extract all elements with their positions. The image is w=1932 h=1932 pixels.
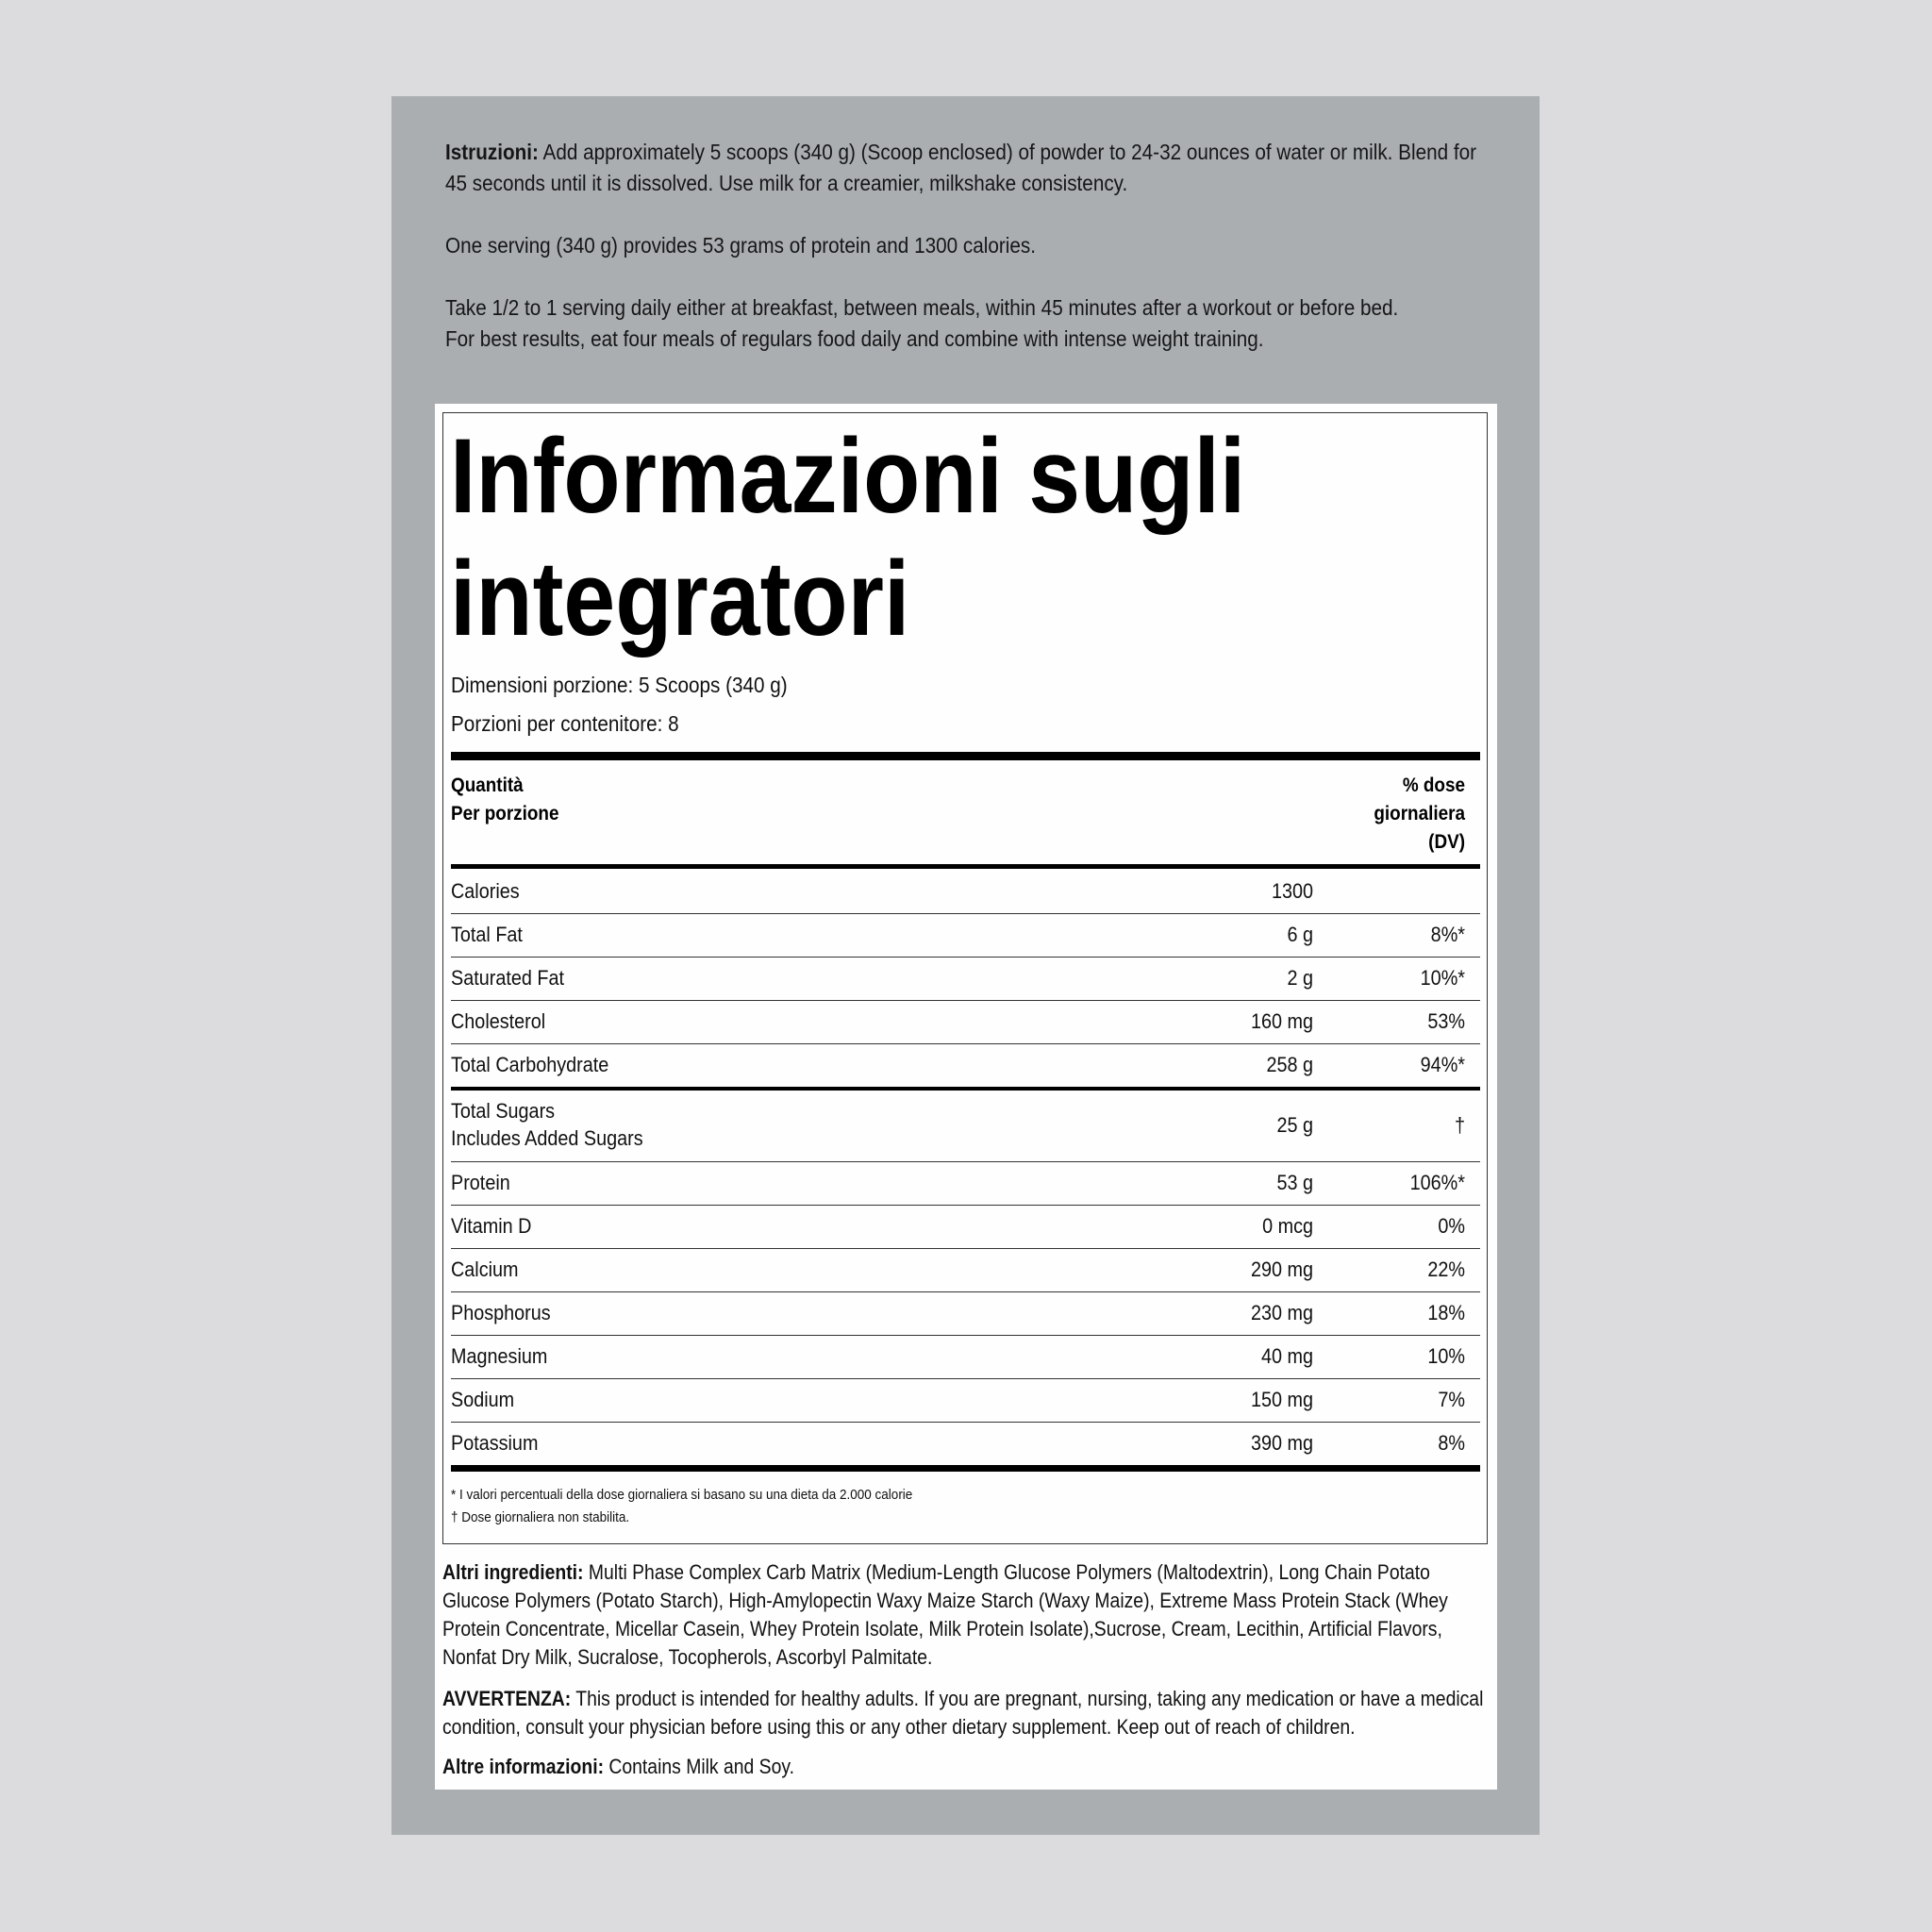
nutrient-amount: 290 mg <box>1250 1257 1313 1281</box>
nutrient-name: Saturated Fat <box>451 966 564 990</box>
nutrient-name: Phosphorus <box>451 1301 551 1324</box>
nutrient-dv: 7% <box>1438 1388 1465 1411</box>
nutrient-name: Total Fat <box>451 923 523 946</box>
nutrient-amount: 0 mcg <box>1262 1214 1313 1238</box>
nutrient-name: Calcium <box>451 1257 519 1281</box>
warning <box>442 1685 1491 1741</box>
nutrient-dv: 22% <box>1427 1257 1465 1281</box>
instructions-block <box>445 137 1502 355</box>
instructions-text: Add approximately 5 scoops (340 g) (Scoop enclosed) of powder to 24-32 ounces of water or milk. Blend for 45 seconds until it is dissolved. Use milk for a creamier, milkshake consistency. <box>445 140 1477 195</box>
nutrient-row <box>451 870 1480 914</box>
header-quantity: Quantità <box>451 774 524 796</box>
nutrient-row <box>451 1249 1480 1292</box>
facts-title: Informazioni sugli integratori <box>450 417 1246 658</box>
nutrient-amount: 40 mg <box>1260 1344 1313 1368</box>
nutrient-row <box>451 1091 1480 1162</box>
nutrient-name: Potassium <box>451 1431 539 1455</box>
nutrient-amount: 1300 <box>1271 879 1313 903</box>
nutrient-dv: 0% <box>1438 1214 1465 1238</box>
nutrient-name: Magnesium <box>451 1344 548 1368</box>
serving-info-text: One serving (340 g) provides 53 grams of protein and 1300 calories. <box>445 233 1036 258</box>
other-ingredients-text: Multi Phase Complex Carb Matrix (Medium-Length Glucose Polymers (Maltodextrin), Long Chain Potato Glucose Polymers (Potato Starch), High-Amylopectin Waxy Maize Starch (Waxy Maize), Extreme Mass Protein Stack (Whey Protein Concentrate, Micellar Casein, Whey Protein Isolate, Milk Protein Isolate),Sucrose, Cream, Lecithin, Artificial Flavors, Nonfat Dry Milk, Sucralose, Tocopherols, Ascorbyl Palmitate. <box>442 1560 1448 1669</box>
nutrient-dv: 8% <box>1438 1431 1465 1455</box>
footnote-dagger: † Dose giornaliera non stabilita. <box>451 1509 630 1525</box>
nutrient-subname: Includes Added Sugars <box>451 1126 643 1150</box>
nutrient-amount: 2 g <box>1287 966 1313 990</box>
nutrient-dv: 18% <box>1427 1301 1465 1324</box>
thick-divider <box>451 752 1480 760</box>
nutrient-amount: 6 g <box>1287 923 1313 946</box>
other-info-text: Contains Milk and Soy. <box>604 1755 794 1778</box>
nutrient-dv: 8%* <box>1430 923 1465 946</box>
nutrient-amount: 160 mg <box>1250 1009 1313 1033</box>
medium-divider <box>451 864 1480 869</box>
daily-value-header <box>1295 772 1465 857</box>
other-info <box>442 1753 1491 1781</box>
nutrient-amount: 150 mg <box>1250 1388 1313 1411</box>
thick-divider-bottom <box>451 1465 1480 1472</box>
nutrient-row <box>451 1162 1480 1206</box>
warning-text: This product is intended for healthy adults. If you are pregnant, nursing, taking any medication or have a medical condition, consult your physician before using this or any other dietary supplement. Keep out of reach of children. <box>442 1687 1484 1739</box>
footnote-daily-value: * I valori percentuali della dose giornaliera si basano su una dieta da 2.000 calorie <box>451 1487 913 1503</box>
nutrient-row <box>451 1336 1480 1379</box>
nutrient-dv: 106%* <box>1409 1171 1465 1194</box>
other-ingredients-label: Altri ingredienti: <box>442 1560 584 1584</box>
nutrient-row <box>451 1292 1480 1336</box>
nutrient-name: Total Carbohydrate <box>451 1053 609 1076</box>
nutrient-name: Total Sugars <box>451 1099 556 1123</box>
nutrient-dv: † <box>1454 1113 1465 1137</box>
nutrient-amount: 230 mg <box>1250 1301 1313 1324</box>
nutrient-dv: 53% <box>1427 1009 1465 1033</box>
instructions-label: Istruzioni: <box>445 140 539 164</box>
nutrient-dv: 10% <box>1427 1344 1465 1368</box>
warning-label: AVVERTENZA: <box>442 1687 572 1710</box>
nutrient-row <box>451 914 1480 958</box>
header-dv-1: % dose <box>1402 774 1465 796</box>
nutrient-amount: 25 g <box>1276 1113 1313 1137</box>
usage-text: Take 1/2 to 1 serving daily either at breakfast, between meals, within 45 minutes after a workout or before bed. <box>445 295 1399 320</box>
nutrient-amount: 390 mg <box>1250 1431 1313 1455</box>
amount-per-serving-header <box>451 772 558 828</box>
nutrient-amount: 258 g <box>1266 1053 1313 1076</box>
nutrient-name: Sodium <box>451 1388 515 1411</box>
nutrient-name: Cholesterol <box>451 1009 546 1033</box>
nutrient-dv: 94%* <box>1420 1053 1465 1076</box>
servings-per-container: Porzioni per contenitore: 8 <box>451 711 679 736</box>
nutrient-row <box>451 1206 1480 1249</box>
header-dv-3: (DV) <box>1428 831 1465 853</box>
nutrient-dv: 10%* <box>1420 966 1465 990</box>
nutrient-name: Vitamin D <box>451 1214 532 1238</box>
nutrient-amount: 53 g <box>1276 1171 1313 1194</box>
instructions-paragraph <box>445 137 1502 199</box>
nutrient-row <box>451 1001 1480 1044</box>
nutrient-row <box>451 958 1480 1001</box>
header-per-serving: Per porzione <box>451 803 559 824</box>
nutrient-row <box>451 1423 1480 1466</box>
serving-size: Dimensioni porzione: 5 Scoops (340 g) <box>451 673 788 697</box>
best-results-text: For best results, eat four meals of regulars food daily and combine with intense weight training. <box>445 326 1264 351</box>
nutrient-name: Protein <box>451 1171 510 1194</box>
nutrient-name: Calories <box>451 879 520 903</box>
nutrient-row <box>451 1044 1480 1088</box>
header-dv-2: giornaliera <box>1374 803 1465 824</box>
other-ingredients <box>442 1558 1491 1672</box>
other-info-label: Altre informazioni: <box>442 1755 605 1778</box>
nutrient-row <box>451 1379 1480 1423</box>
